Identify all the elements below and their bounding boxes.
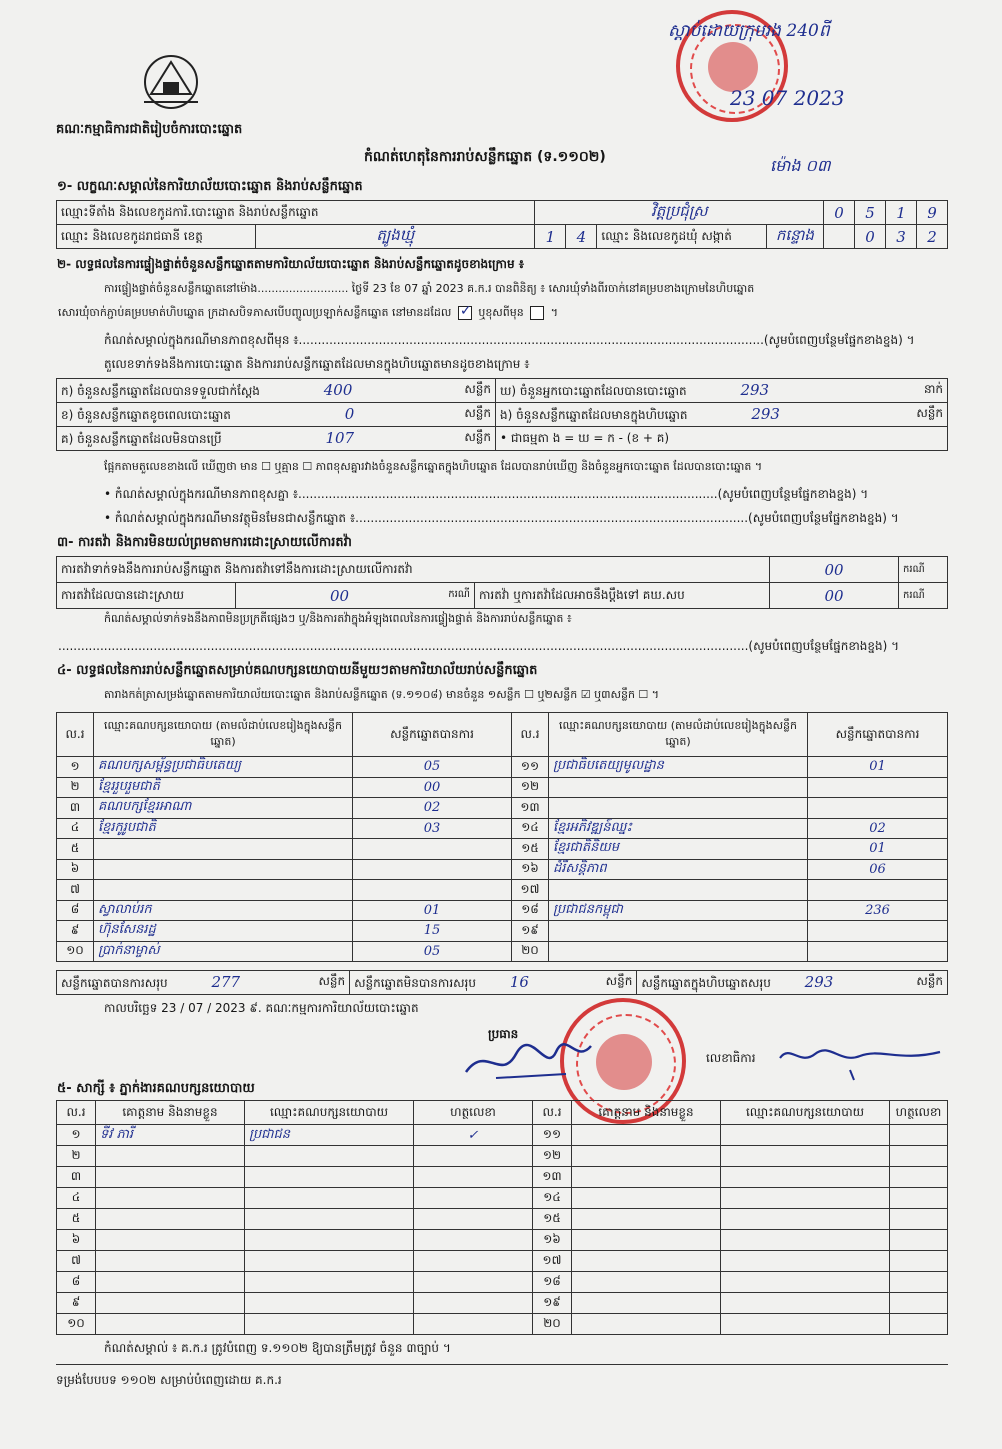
tally-sheet-intro: តារាងកត់ត្រាសម្រង់ឆ្នោតតាមការិយាល័យបោះឆ្នោត និងរាប់សន្លឹកឆ្នោត (ទ.១១០៨) មានចំនួន ១សន្លឹក ☐ ឬ២សន្លឹក ☑ ឬ៣សន្លឹក ☐ ។	[104, 688, 660, 701]
verification-text: សោរឃុំចាក់ភ្ជាប់គម្របមាត់ហិបឆ្នោត ក្រដាសបិទភាសបើបញ្ចូលប្រឡាក់សន្លឹកឆ្នោត នៅមានដដែល	[58, 306, 452, 319]
witness-name	[572, 1125, 721, 1146]
witness-party	[721, 1251, 890, 1272]
unused-value: 107	[325, 428, 355, 447]
row-number: ១៩	[533, 1293, 572, 1314]
row-number: ១	[57, 1125, 96, 1146]
case-unit: ករណី	[899, 557, 948, 583]
witness-party	[245, 1314, 414, 1335]
handwritten-time: ម៉ោង ០៣	[770, 156, 831, 175]
row-number: ១១	[512, 757, 549, 778]
witness-party	[245, 1146, 414, 1167]
table-row	[57, 859, 948, 880]
section1-heading: ១- លក្ខណៈសម្គាល់នៃការិយាល័យបោះឆ្នោត និងរាប់សន្លឹកឆ្នោត	[57, 179, 363, 194]
col-no: ល.រ	[57, 1101, 96, 1125]
vote-count: 02	[808, 818, 948, 839]
chair-label: ប្រធាន	[488, 1027, 519, 1041]
note-foreign-object: • កំណត់សម្គាល់ក្នុងករណីមានវត្ថុមិនមែនជាសន្លឹកឆ្នោត ៖.......................................................................................................(សូមបំពេញបន្ថែមផ្នែកខាងខ្នង) ។	[104, 511, 899, 525]
irregularities-note: កំណត់សម្គាល់ទាក់ទងនឹងភាពមិនប្រក្រតីផ្សេងៗ ឬ/និងការតវ៉ាក្នុងអំឡុងពេលនៃការផ្ទៀងផ្ទាត់ និងការរាប់សន្លឹកឆ្នោត ៖	[104, 612, 572, 625]
row-number: ៣	[57, 798, 94, 819]
unchanged-checkbox[interactable]: ✓	[459, 303, 472, 319]
party-name: គណបក្សសម្ព័ន្ធប្រជាធិបតេយ្យ	[94, 757, 353, 778]
received-value: 400	[323, 380, 353, 399]
witness-signature	[890, 1209, 948, 1230]
witness-signature	[414, 1314, 533, 1335]
total-box-value: 293	[804, 972, 834, 991]
station-code-digit: 1	[886, 201, 917, 225]
col-party: ឈ្មោះគណបក្សនយោបាយ	[245, 1101, 414, 1125]
vote-count	[808, 880, 948, 901]
witness-signature	[414, 1188, 533, 1209]
vote-count: 02	[353, 798, 512, 819]
results-table	[56, 712, 948, 962]
col-no: ល.រ	[512, 713, 549, 757]
row-number: ២	[57, 777, 94, 798]
secretary-signature-icon	[770, 1036, 950, 1084]
table-row	[57, 1251, 948, 1272]
party-name	[549, 777, 808, 798]
party-name: គណបក្សខ្មែរអាណា	[94, 798, 353, 819]
party-name	[549, 798, 808, 819]
witness-name	[96, 1146, 245, 1167]
witness-signature	[414, 1230, 533, 1251]
vote-count	[808, 941, 948, 962]
section4-heading: ៤- លទ្ធផលនៃការរាប់សន្លឹកឆ្នោតសម្រាប់គណបក្សនយោបាយនីមួយៗតាមការិយាល័យរាប់សន្លឹកឆ្នោត	[57, 663, 538, 678]
match-line: ផ្អែកតាមតួលេខខាងលើ ឃើញថា មាន ☐ ឬគ្មាន ☐ ភាពខុសគ្នារវាងចំនួនសន្លឹកឆ្នោតក្នុងហិបឆ្នោត ដែលបានរាប់ឃើញ និងចំនួនអ្នកបោះឆ្នោត ដែលបានបោះឆ្នោត ។	[104, 460, 763, 473]
witness-name	[572, 1209, 721, 1230]
form-footer: ទម្រង់បែបបទ ១១០២ សម្រាប់បំពេញដោយ គ.ក.រ	[56, 1373, 282, 1387]
row-number: ១០	[57, 941, 94, 962]
handwritten-received-note: ស្ដាប់ដោយក្រុមរង 240ពី	[668, 21, 830, 41]
row-number: ១៤	[533, 1188, 572, 1209]
party-name: ប្រជាជនកម្ពុជា	[549, 900, 808, 921]
witness-name	[572, 1167, 721, 1188]
row-number: ៣	[57, 1167, 96, 1188]
secretary-label: លេខាធិការ	[706, 1051, 756, 1065]
row-number: ៧	[57, 880, 94, 901]
witness-name	[96, 1251, 245, 1272]
row-number: ៨	[57, 900, 94, 921]
party-name: ដំរីសន្តិភាព	[549, 859, 808, 880]
table-row	[57, 1146, 948, 1167]
witness-signature	[414, 1167, 533, 1188]
col-sign: ហត្ថលេខា	[414, 1101, 533, 1125]
witness-party	[721, 1188, 890, 1209]
ballot-count-table: ក) ចំនួនសន្លឹកឆ្នោតដែលបានទទួលជាក់ស្ដែង 400 សន្លឹក ឃ) ចំនួនអ្នកបោះឆ្នោតដែលបានបោះឆ្នោត 293 នាក់ ខ) ចំនួនសន្លឹកឆ្នោតខូចពេលបោះឆ្នោត 0 សន្លឹក ង) ចំនួនសន្លឹកឆ្នោតដែលមានក្នុងហិបឆ្នោត 293 សន្លឹក គ) ចំនួនសន្លឹកឆ្នោតដែលមិនបានប្រើ 107 សន្លឹក • ជាធម្មតា ង = ឃ = ក - (ខ + គ)	[56, 378, 948, 451]
witness-name	[96, 1167, 245, 1188]
changed-checkbox[interactable]	[530, 306, 544, 320]
witness-name	[572, 1293, 721, 1314]
witness-signature	[890, 1230, 948, 1251]
col-party: ឈ្មោះគណបក្សនយោបាយ (តាមលំដាប់លេខរៀងក្នុងសន្លឹកឆ្នោត)	[94, 713, 353, 757]
party-name	[549, 921, 808, 942]
vote-count: 01	[353, 900, 512, 921]
table-row	[57, 1188, 948, 1209]
table-row	[57, 777, 948, 798]
commune-code-digit: 2	[917, 225, 948, 249]
total-valid-label: សន្លឹកឆ្នោតបានការសរុប	[61, 975, 168, 990]
vote-count	[808, 777, 948, 798]
table-row	[57, 1125, 948, 1146]
vote-count: 00	[353, 777, 512, 798]
voters-label: ឃ) ចំនួនអ្នកបោះឆ្នោតដែលបានបោះឆ្នោត	[500, 383, 687, 398]
row-number: ១១	[533, 1125, 572, 1146]
resolved-label: ការតវ៉ាដែលបានដោះស្រាយ	[57, 583, 236, 609]
witness-name	[572, 1251, 721, 1272]
total-invalid-value: 16	[509, 972, 529, 991]
row-number: ១០	[57, 1314, 96, 1335]
witness-name	[572, 1272, 721, 1293]
witness-party	[245, 1293, 414, 1314]
in-box-value: 293	[751, 404, 780, 423]
witness-signature	[890, 1188, 948, 1209]
witness-signature	[414, 1251, 533, 1272]
station-code-digit: 5	[855, 201, 886, 225]
party-name: ខ្មែរអភិវឌ្ឍន៍ឈ្នះ	[549, 818, 808, 839]
witness-name: ទីវ ភារី	[96, 1125, 245, 1146]
polling-station-label: ឈ្មោះទីតាំង និងលេខកូដការិ.បោះឆ្នោត និងរាប់សន្លឹកឆ្នោត	[57, 201, 535, 225]
row-number: ១៧	[512, 880, 549, 901]
party-name: ស្វាលាប់រក	[94, 900, 353, 921]
witness-party	[245, 1230, 414, 1251]
row-number: ១៣	[533, 1167, 572, 1188]
row-number: ៥	[57, 839, 94, 860]
witness-signature	[890, 1293, 948, 1314]
party-name	[549, 880, 808, 901]
spoiled-value: 0	[344, 404, 355, 423]
col-no: ល.រ	[533, 1101, 572, 1125]
table-row	[57, 941, 948, 962]
row-number: ១៦	[533, 1230, 572, 1251]
col-party: ឈ្មោះគណបក្សនយោបាយ (តាមលំដាប់លេខរៀងក្នុងសន្លឹកឆ្នោត)	[549, 713, 808, 757]
table-row	[57, 1167, 948, 1188]
witness-party	[721, 1314, 890, 1335]
row-number: ១	[57, 757, 94, 778]
row-number: ៤	[57, 818, 94, 839]
vote-count	[353, 880, 512, 901]
party-name: ហ៊ុនសែនរដ្ឋ	[94, 921, 353, 942]
vote-count: 01	[808, 757, 948, 778]
note-difference: • កំណត់សម្គាល់ក្នុងករណីមានភាពខុសគ្នា ៖..............................................................................................................(សូមបំពេញបន្ថែមផ្នែកខាងខ្នង) ។	[104, 487, 869, 501]
table-row	[57, 921, 948, 942]
chair-signature-icon	[456, 1034, 596, 1084]
organization-name: គណៈកម្មាធិការជាតិរៀបចំការបោះឆ្នោត	[56, 122, 243, 137]
witness-party	[721, 1293, 890, 1314]
changed-label: ឬខុសពីមុន	[478, 306, 524, 319]
witness-party: ប្រជាជន	[245, 1125, 414, 1146]
row-number: ១៨	[533, 1272, 572, 1293]
total-valid-value: 277	[211, 972, 241, 991]
total-box-label: សន្លឹកឆ្នោតក្នុងហិបឆ្នោតសរុប	[641, 975, 771, 990]
party-name: ប្រជាធិបតេយ្យមូលដ្ឋាន	[549, 757, 808, 778]
province-value: ត្បូងឃ្មុំ	[256, 225, 535, 249]
col-name: គោត្តនាម និងនាមខ្លួន	[572, 1101, 721, 1125]
table-row	[57, 798, 948, 819]
row-number: ២០	[512, 941, 549, 962]
witness-name	[572, 1188, 721, 1209]
row-number: ១៤	[512, 818, 549, 839]
verification-line-2: សោរឃុំចាក់ភ្ជាប់គម្របមាត់ហិបឆ្នោត ក្រដាសបិទភាសបើបញ្ចូលប្រឡាក់សន្លឹកឆ្នោត នៅមានដដែល ✓ ឬខុសពីមុន ។	[58, 303, 558, 319]
witness-signature	[890, 1167, 948, 1188]
witness-party	[721, 1146, 890, 1167]
complaints-table: ការតវ៉ាទាក់ទងនឹងការរាប់សន្លឹកឆ្នោត និងការតវ៉ាទៅនឹងការដោះស្រាយលើការតវ៉ា 00 ករណី ការតវ៉ាដែលបានដោះស្រាយ 00 ករណី ការតវ៉ា ឬការតវ៉ាដែលអាចនឹងប្ដឹងទៅ គឃ.សប 00 ករណី	[56, 556, 948, 609]
document-title: កំណត់ហេតុនៃការរាប់សន្លឹកឆ្នោត (ទ.១១០២)	[364, 149, 606, 165]
received-label: ក) ចំនួនសន្លឹកឆ្នោតដែលបានទទួលជាក់ស្ដែង	[61, 383, 260, 398]
vote-count: 06	[808, 859, 948, 880]
table-row	[57, 1314, 948, 1335]
witness-signature	[890, 1251, 948, 1272]
witness-party	[721, 1209, 890, 1230]
table-row	[57, 818, 948, 839]
commune-value: កន្ទោង	[766, 225, 823, 249]
vote-count: 05	[353, 941, 512, 962]
witness-name	[572, 1314, 721, 1335]
province-code-digit: 1	[535, 225, 566, 249]
col-no: ល.រ	[57, 713, 94, 757]
witness-signature	[890, 1272, 948, 1293]
party-name: ប្រាក់នាម្ចាស់	[94, 941, 353, 962]
table-row	[57, 900, 948, 921]
witness-table	[56, 1100, 948, 1335]
date-line: កាលបរិច្ឆេទ 23 / 07 / 2023 ៩. គណៈកម្មការការិយាល័យបោះឆ្នោត	[104, 1001, 419, 1015]
commune-label: ឈ្មោះ និងលេខកូដឃុំ សង្កាត់	[597, 225, 766, 249]
row-number: ១៣	[512, 798, 549, 819]
witness-party	[245, 1209, 414, 1230]
row-number: ១២	[533, 1146, 572, 1167]
col-sign: ហត្ថលេខា	[890, 1101, 948, 1125]
section3-heading: ៣- ការតវ៉ា និងការមិនយល់ព្រមតាមការដោះស្រាយលើការតវ៉ា	[57, 535, 352, 550]
witness-name	[96, 1188, 245, 1209]
unused-label: គ) ចំនួនសន្លឹកឆ្នោតដែលមិនបានប្រើ	[61, 431, 222, 446]
handwritten-date: 23 07 2023	[730, 86, 845, 110]
totals-table: សន្លឹកឆ្នោតបានការសរុប 277 សន្លឹក សន្លឹកឆ្នោតមិនបានការសរុប 16 សន្លឹក សន្លឹកឆ្នោតក្នុងហិបឆ្នោតសរុប 293 សន្លឹក	[56, 970, 948, 995]
section1-table	[56, 200, 948, 249]
witness-name	[572, 1146, 721, 1167]
witness-signature	[890, 1146, 948, 1167]
row-number: ១៨	[512, 900, 549, 921]
vote-count: 15	[353, 921, 512, 942]
party-name: ខ្មែរជាតិនិយម	[549, 839, 808, 860]
witness-signature	[414, 1272, 533, 1293]
table-row	[57, 1293, 948, 1314]
row-number: ១៩	[512, 921, 549, 942]
vote-count	[353, 859, 512, 880]
witness-name	[96, 1209, 245, 1230]
irregularities-suffix: .....................................................................................................................................................................................(សូមបំពេញបន្ថែមផ្នែកខាងខ្នង) ។	[58, 639, 900, 653]
row-number: ២០	[533, 1314, 572, 1335]
note-changes: កំណត់សម្គាល់ក្នុងករណីមានភាពខុសពីមុន ៖..........................................................................................................................(សូមបំពេញបន្ថែមផ្នែកខាងខ្នង) ។	[104, 333, 915, 347]
complaints-label: ការតវ៉ាទាក់ទងនឹងការរាប់សន្លឹកឆ្នោត និងការតវ៉ាទៅនឹងការដោះស្រាយលើការតវ៉ា	[57, 557, 770, 583]
table-row	[57, 880, 948, 901]
col-votes: សន្លឹកឆ្នោតបានការ	[353, 713, 512, 757]
row-number: ១៦	[512, 859, 549, 880]
witness-party	[721, 1167, 890, 1188]
row-number: ៦	[57, 859, 94, 880]
table-row	[57, 1230, 948, 1251]
party-name	[549, 941, 808, 962]
party-name: ខ្មែររួបរួមជាតិ	[94, 777, 353, 798]
witness-signature	[414, 1209, 533, 1230]
voters-value: 293	[740, 380, 770, 399]
witness-party	[245, 1167, 414, 1188]
row-number: ៩	[57, 921, 94, 942]
vote-count: 05	[353, 757, 512, 778]
total-invalid-label: សន្លឹកឆ្នោតមិនបានការសរុប	[354, 975, 476, 990]
witness-signature	[890, 1314, 948, 1335]
section5-heading: ៥- សាក្សី ៖ ភ្នាក់ងារគណបក្សនយោបាយ	[57, 1081, 255, 1096]
appeal-label: ការតវ៉ា ឬការតវ៉ាដែលអាចនឹងប្ដឹងទៅ គឃ.សប	[475, 583, 770, 609]
witness-party	[245, 1251, 414, 1272]
vote-count: 03	[353, 818, 512, 839]
row-number: ១៧	[533, 1251, 572, 1272]
vote-count: 01	[808, 839, 948, 860]
witness-signature	[414, 1146, 533, 1167]
table-row	[57, 1272, 948, 1293]
table-row	[57, 1209, 948, 1230]
resolved-value: 00	[330, 586, 350, 605]
polling-station-value: វិត្តប្រជុំស្រ	[535, 201, 824, 225]
col-votes: សន្លឹកឆ្នោតបានការ	[808, 713, 948, 757]
party-name	[94, 839, 353, 860]
verification-line-1: ការផ្ទៀងផ្ទាត់ចំនួនសន្លឹកឆ្នោតនៅម៉ោង.......................... ថ្ងៃទី 23 ខែ 07 ឆ្នាំ 2023 គ.ក.រ បានពិនិត្យ ៖ សោរឃុំទាំងពីរចាក់នៅគម្របខាងក្រោមនៃហិបឆ្នោត	[104, 282, 755, 295]
row-number: ៤	[57, 1188, 96, 1209]
station-code-digit: 9	[917, 201, 948, 225]
witness-party	[721, 1230, 890, 1251]
station-code-digit: 0	[824, 201, 855, 225]
witness-signature	[414, 1293, 533, 1314]
witness-name	[96, 1314, 245, 1335]
commune-code-digit: 0	[855, 225, 886, 249]
witness-party	[245, 1272, 414, 1293]
in-box-label: ង) ចំនួនសន្លឹកឆ្នោតដែលមានក្នុងហិបឆ្នោត	[500, 407, 688, 422]
col-name: គោត្តនាម និងនាមខ្លួន	[96, 1101, 245, 1125]
row-number: ២	[57, 1146, 96, 1167]
complaints-value: 00	[770, 557, 899, 583]
vote-count	[808, 798, 948, 819]
row-number: ៩	[57, 1293, 96, 1314]
witness-signature: ✓	[414, 1125, 533, 1146]
witness-party	[721, 1272, 890, 1293]
row-number: ១៥	[512, 839, 549, 860]
row-number: ៧	[57, 1251, 96, 1272]
appeal-value: 00	[770, 583, 899, 609]
province-label: ឈ្មោះ និងលេខកូដរាជធានី ខេត្ត	[57, 225, 256, 249]
row-number: ១២	[512, 777, 549, 798]
witness-name	[96, 1230, 245, 1251]
witness-signature	[890, 1125, 948, 1146]
formula: • ជាធម្មតា ង = ឃ = ក - (ខ + គ)	[496, 427, 948, 451]
witness-party	[721, 1125, 890, 1146]
table-row	[57, 839, 948, 860]
witness-party	[245, 1188, 414, 1209]
row-number: ៥	[57, 1209, 96, 1230]
vote-count: 236	[808, 900, 948, 921]
row-number: ៨	[57, 1272, 96, 1293]
province-code-digit: 4	[566, 225, 597, 249]
party-name	[94, 859, 353, 880]
footnote: កំណត់សម្គាល់ ៖ គ.ក.រ ត្រូវបំពេញ ទ.១១០២ ឱ្យបានត្រឹមត្រូវ ចំនួន ៣ច្បាប់ ។	[104, 1341, 451, 1355]
section2-heading: ២- លទ្ធផលនៃការផ្ទៀងផ្ទាត់ចំនួនសន្លឹកឆ្នោតតាមការិយាល័យបោះឆ្នោត និងរាប់សន្លឹកឆ្នោតដូចខាងក្រោម ៖	[57, 257, 525, 271]
row-number: ៦	[57, 1230, 96, 1251]
party-name: ខ្មែរកូរូបជាតិ	[94, 818, 353, 839]
results-intro: តួលេខទាក់ទងនឹងការបោះឆ្នោត និងការរាប់សន្លឹកឆ្នោតដែលមានក្នុងហិបឆ្នោតមានដូចខាងក្រោម ៖	[104, 357, 530, 371]
spoiled-label: ខ) ចំនួនសន្លឹកឆ្នោតខូចពេលបោះឆ្នោត	[61, 407, 231, 422]
witness-name	[96, 1272, 245, 1293]
witness-name	[572, 1230, 721, 1251]
vote-count	[808, 921, 948, 942]
table-row	[57, 757, 948, 778]
party-name	[94, 880, 353, 901]
nec-logo-icon	[136, 52, 206, 114]
col-party: ឈ្មោះគណបក្សនយោបាយ	[721, 1101, 890, 1125]
vote-count	[353, 839, 512, 860]
witness-name	[96, 1293, 245, 1314]
row-number: ១៥	[533, 1209, 572, 1230]
commune-code-digit: 3	[886, 225, 917, 249]
